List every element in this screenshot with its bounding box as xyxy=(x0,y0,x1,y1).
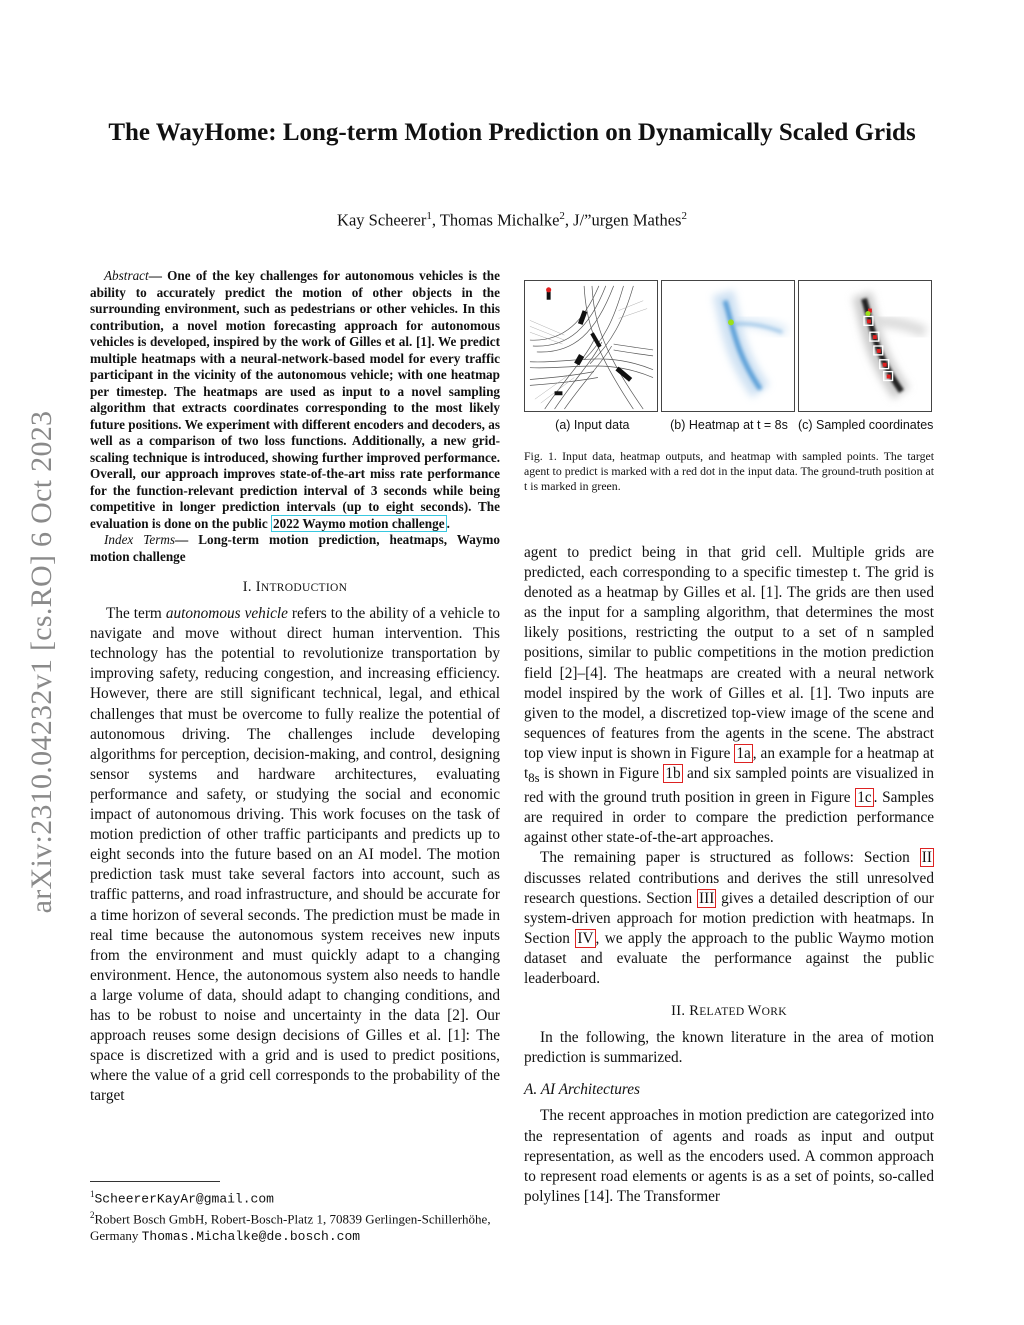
figure-caption-text: Input data, heatmap outputs, and heatmap with sampled points. The target agent to predict is marked with a red dot in the input data. The ground-truth position at t is marked in green. xyxy=(524,449,934,493)
intro-paragraph-1 xyxy=(90,604,500,1106)
intro-p3-text: The remaining paper is structured as follows: Section xyxy=(540,849,920,867)
intro-p3-text-d: , we apply the approach to the public Waymo motion dataset and evaluate the performance against the public leaderboard. xyxy=(524,929,934,988)
ref-section-3[interactable]: III xyxy=(699,889,715,907)
intro-emphasis: autonomous vehicle xyxy=(165,605,288,623)
subsection-ai-architectures: A. AI Architectures xyxy=(524,1081,640,1099)
footnote-1 xyxy=(90,1186,500,1207)
section-heading-related-work xyxy=(524,1001,934,1022)
target-agent-dot xyxy=(546,287,551,292)
footnote-1-email[interactable]: ScheererKayAr@gmail.com xyxy=(94,1191,274,1207)
paper-title: The WayHome: Long-term Motion Prediction on Dynamically Scaled Grids xyxy=(108,119,916,146)
footnotes xyxy=(90,1181,500,1245)
footnote-2 xyxy=(90,1207,500,1244)
index-terms-body: Long-term motion prediction, heatmaps, Waymo motion challenge xyxy=(90,532,500,564)
author-3-affil: 2 xyxy=(681,210,687,222)
right-column xyxy=(524,543,934,1207)
ref-fig-1c[interactable]: 1c xyxy=(857,789,872,807)
abstract-label: Abstract xyxy=(104,268,149,283)
section-2-initial-2: W xyxy=(747,1003,762,1020)
section-2-smallcaps-1: ELATED xyxy=(699,1006,748,1019)
section-2-smallcaps-2: ORK xyxy=(761,1006,787,1019)
abstract-body: One of the key challenges for autonomous vehicles is the ability to accurately predict the motion of other objects in the surrounding environment, such as pedestrians or other vehicles. In this contribution, a novel motion forecasting approach for autonomous vehicles is developed, inspired by the work of Gilles et al. [1]. We predict multiple heatmaps with a neural-network-based model for every traffic participant in the vicinity of the autonomous vehicle; with one heatmap per timestep. The heatmaps are used as input to a novel sampling algorithm that extracts coordinates corresponding to the most likely future positions. We experiment with different encoders and decoders, as well as a comparison of two loss functions. Additionally, a new grid-scaling technique is introduced, showing further improved performance. Overall, our approach improves state-of-the-art miss rate performance for the function-relevant prediction interval of 3 seconds while being competitive in longer prediction intervals (up to eight seconds). The evaluation is done on the public xyxy=(90,268,500,531)
intro-p2-subscript: 8s xyxy=(528,771,540,786)
figure-caption xyxy=(524,449,934,494)
intro-p3-text-b: discusses related contributions and derives the still unresolved research questions. Section xyxy=(524,869,934,907)
intro-p2-text-b: , an example for a heatmap at t xyxy=(524,744,934,783)
intro-p2-text-c: is shown in Figure xyxy=(539,765,664,783)
figure-caption-label: Fig. 1. xyxy=(524,449,557,463)
ground-truth-dot xyxy=(728,319,734,325)
section-2-initial-1: R xyxy=(689,1003,700,1020)
intro-p2-text: agent to predict being in that grid cell. Multiple grids are predicted, each corresponding to a specific timestep t. The grid is denoted as a heatmap by Gilles et al. [1]. The grids are then used as the input for a sampling algorithm, that determines the most likely positions, restricting the output to a set of n sampled positions, similar to public competitions in the motion prediction field [2]–[4]. The heatmaps are created with a neural network model inspired by the work of Gilles et al. [1]. Two inputs are given to the model, a discretized top-view image of the scene and sequences of features from the agents in the scene. The abstract top view input is shown in Figure xyxy=(524,544,934,762)
section-2-number: II. xyxy=(671,1003,690,1020)
panel-input-data xyxy=(524,280,658,412)
section-initial: I xyxy=(255,579,261,595)
author-2: , Thomas Michalke xyxy=(431,210,560,230)
intro-paragraph-2 xyxy=(524,543,934,848)
left-column xyxy=(90,268,500,1106)
footnote-rule xyxy=(90,1181,220,1182)
footnote-2-text: Robert Bosch GmbH, Robert-Bosch-Platz 1, 70839 Gerlingen-Schillerhöhe, Germany xyxy=(90,1211,491,1243)
abstract-end: . xyxy=(446,515,450,531)
intro-text: The term xyxy=(106,605,166,623)
intro-p2-text-e: . Samples are required in order to compare the prediction performance against other state-of-the-art approaches. xyxy=(524,789,934,847)
intro-p2-text-d: and six sampled points are visualized in red with the ground truth position in green in Figure xyxy=(524,765,935,807)
arxiv-id: arXiv:2310.04232v1 [cs.RO] 6 Oct 2023 xyxy=(25,410,58,914)
subcaptions xyxy=(524,418,934,433)
road-map-image xyxy=(525,281,657,411)
footnote-1-mark: 1 xyxy=(90,1189,95,1199)
figure-panels xyxy=(524,280,934,412)
ref-fig-1b[interactable]: 1b xyxy=(665,765,681,783)
author-2-affil: 2 xyxy=(559,210,565,222)
intro-p3-text-c: gives a detailed description of our system-driven approach for motion prediction with heatmaps. In Section xyxy=(524,889,934,947)
author-1: Kay Scheerer xyxy=(337,210,427,230)
author-list xyxy=(90,210,934,231)
panel-heatmap xyxy=(661,280,795,412)
author-1-affil: 1 xyxy=(426,210,432,222)
intro-text-cont: refers to the ability of a vehicle to navigate and move without direct human intervention. This technology has the potential to revolutionize transportation by improving safety, reducing congestion, and increasing efficiency. However, there are still significant technical, legal, and ethical challenges that must be overcome to fully realize the potential of autonomous driving. The challenges include developing algorithms for perception, decision-making, and control, designing sensor systems and hardware architectures, evaluating performance and safety, or studying the social and economic impact of autonomous driving. This work focuses on the task of motion prediction of other traffic participants and predicts up to eight seconds into the future based on an AI model. The motion prediction task must take several factors into account, such as traffic patterns, and road infrastructure, and should be accurate for a time horizon of several seconds. The prediction must be made in real time because the autonomous system receives new inputs from the environment and must quickly adapt to a changing environment. Hence, the autonomous system also needs to handle a large volume of data, should adapt to changing conditions, and has to be robust to noise and uncertainty in the data [2]. Our approach reuses some design decisions of Gilles et al. [1]: The space is discretized with a grid and is used to predict positions, where the value of a grid cell corresponds to the probability of the target xyxy=(90,605,500,1105)
author-3: , J/”urgen Mathes xyxy=(564,210,682,230)
abstract xyxy=(90,268,500,565)
index-terms-label: Index Terms xyxy=(104,532,176,547)
related-work-paragraph-2: The recent approaches in motion prediction are categorized into the representation of agents and roads as input and output representation, as well as the encoders used. A common approach to represent road elements or agents is as a set of points, so-called polylines [14]. The Transformer xyxy=(524,1107,934,1205)
section-number: I. xyxy=(242,579,256,595)
arxiv-sidebar xyxy=(22,362,62,962)
ground-truth-dot-c xyxy=(865,311,870,316)
subcaption-a: (a) Input data xyxy=(555,418,630,432)
sampled-coordinates-image xyxy=(799,281,931,411)
section-smallcaps: NTRODUCTION xyxy=(260,582,348,594)
ref-fig-1a[interactable]: 1a xyxy=(736,744,751,762)
related-work-paragraph-1: In the following, the known literature in the area of motion prediction is summarized. xyxy=(524,1029,934,1067)
index-terms-dash: — xyxy=(175,532,189,547)
waymo-challenge-link[interactable]: 2022 Waymo motion challenge xyxy=(273,515,445,531)
footnote-2-mark: 2 xyxy=(90,1210,95,1221)
subcaption-b: (b) Heatmap at t = 8s xyxy=(670,418,788,432)
panel-sampled-coordinates xyxy=(798,280,932,412)
intro-paragraph-3 xyxy=(524,848,934,989)
footnote-2-email[interactable]: Thomas.Michalke@de.bosch.com xyxy=(141,1228,361,1244)
section-heading-introduction xyxy=(90,577,500,598)
ref-section-4[interactable]: IV xyxy=(577,929,594,947)
ref-section-2[interactable]: II xyxy=(921,849,932,867)
figure-1 xyxy=(524,280,934,494)
heatmap-image xyxy=(662,281,794,411)
abstract-dash: — xyxy=(148,268,162,283)
subcaption-c: (c) Sampled coordinates xyxy=(797,418,934,432)
